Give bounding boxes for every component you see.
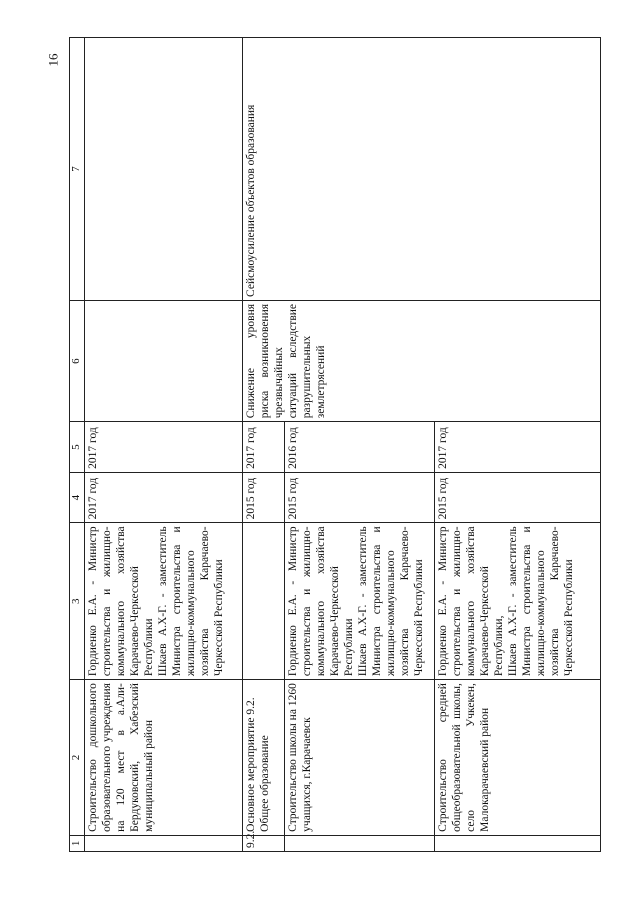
cell-event-name: Основное мероприятие 9.2. Общее образование: [243, 680, 285, 836]
cell-links: [85, 38, 243, 301]
cell-end-year: 2016 год: [285, 422, 435, 473]
cell-start-year: 2015 год: [285, 472, 435, 523]
cell-end-year: 2017 год: [435, 422, 601, 473]
cell-responsible: Гордиенко Е.А. - Министр строительства и жилищно-коммунального хозяйства Карачаево-Черкесской Республики, Шкаев А.Х-Г. - заместитель Министра строительства и жилищно-коммунального хозяйства Карачаево-Черкесской Республики: [435, 523, 601, 680]
cell-links: Сейсмоусиление объектов образования: [243, 38, 601, 301]
cell-responsible: Гордиенко Е.А. - Министр строительства и жилищно-коммунального хозяйства Карачаево-Черкесской Республики Шкаев А.Х-Г. - заместитель Министра строительства и жилищно-коммунального хозяйства Карачаево-Черкесской Республики: [85, 523, 243, 680]
cell-start-year: 2015 год: [435, 472, 601, 523]
table-row: [85, 38, 243, 852]
header-cell: 5: [70, 422, 85, 473]
table-row: [243, 38, 285, 852]
header-cell: 3: [70, 523, 85, 680]
cell-responsible: [243, 523, 285, 680]
cell-end-year: 2017 год: [85, 422, 243, 473]
cell-number: [435, 835, 601, 851]
header-cell: 2: [70, 680, 85, 836]
cell-event-name: Строительство дошкольного образовательного учреждения на 120 мест в а.Али-Бердуковский, Хабезский муниципальный район: [85, 680, 243, 836]
cell-start-year: 2015 год: [243, 472, 285, 523]
header-cell: 7: [70, 38, 85, 301]
cell-number: 9.2.: [243, 835, 285, 851]
cell-start-year: 2017 год: [85, 472, 243, 523]
cell-expected-result: [85, 300, 243, 421]
page-number: 16: [45, 53, 61, 67]
table-header-row: [70, 38, 85, 852]
cell-number: [85, 835, 243, 851]
rotated-table-wrapper: [69, 37, 601, 852]
cell-end-year: 2017 год: [243, 422, 285, 473]
header-cell: 1: [70, 835, 85, 851]
rotated-table-canvas: [69, 37, 601, 852]
header-cell: 6: [70, 300, 85, 421]
cell-number: [285, 835, 435, 851]
cell-event-name: Строительство средней общеобразовательной школы, село Учкекен, Малокарачаевский район: [435, 680, 601, 836]
cell-expected-result: Снижение уровня риска возникновения чрезвычайных ситуаций вследствие разрушительных землетрясений: [243, 300, 601, 421]
program-table: [69, 37, 601, 852]
cell-responsible: Гордиенко Е.А. - Министр строительства и жилищно-коммунального хозяйства Карачаево-Черкесской Республики Шкаев А.Х-Г. - заместитель Министра строительства и жилищно-коммунального хозяйства Карачаево-Черкесской Республики: [285, 523, 435, 680]
header-cell: 4: [70, 472, 85, 523]
cell-event-name: Строительство школы на 1260 учащихся, г.Карачаевск: [285, 680, 435, 836]
